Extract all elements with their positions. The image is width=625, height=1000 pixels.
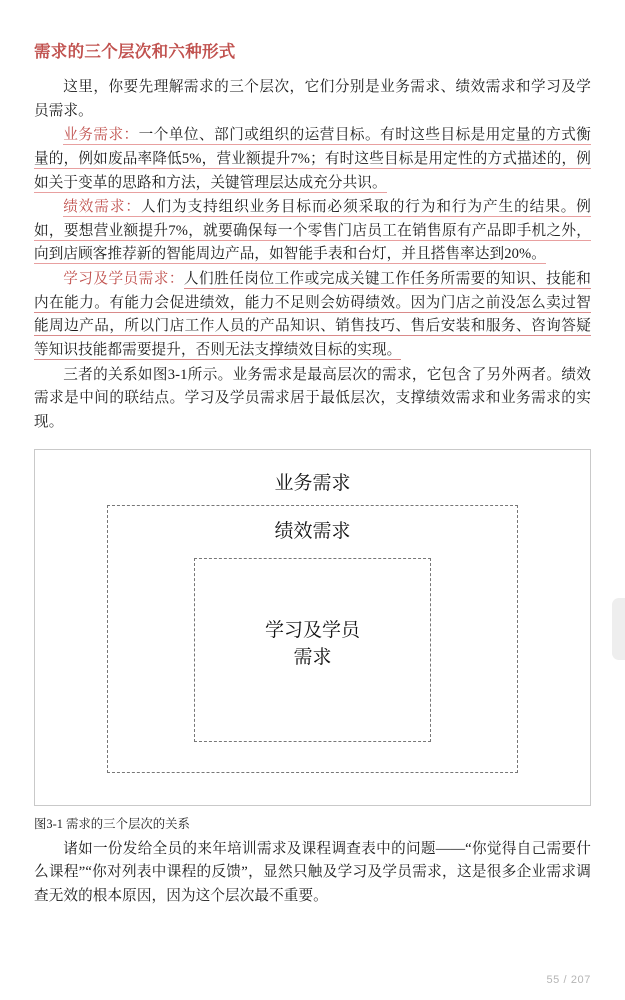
paragraph-performance-need (34, 196, 591, 267)
term-performance-need: 绩效需求： (63, 199, 141, 216)
figure-caption: 图3-1 需求的三个层次的关系 (34, 816, 190, 831)
business-need-text: 一个单位、部门或组织的运营目标。有时这些目标是用定量的方式衡量的，例如废品率降低5%，营业额提升7%；有时这些目标是用定性的方式描述的，例如关于变革的思路和方法，关键管理层达成充分共识。 (34, 127, 591, 191)
paragraph-closing (34, 838, 591, 909)
layer-learning-need-label (195, 617, 430, 672)
paragraph-intro (34, 76, 591, 123)
term-business-need: 业务需求： (63, 127, 139, 144)
page-title: 需求的三个层次和六种形式 (34, 43, 236, 61)
paragraph-learning-need (34, 268, 591, 363)
layer-learning-need-label-line1: 学习及学员 (264, 619, 360, 641)
page-edge-tab[interactable] (612, 598, 625, 660)
layer-performance-need-label: 绩效需求 (274, 520, 351, 542)
page-number: 55 / 207 (546, 974, 591, 986)
relation-text: 三者的关系如图3-1所示。业务需求是最高层次的需求，它包含了另外两者。绩效需求是中间的联结点。学习及学员需求居于最低层次，支撑绩效需求和业务需求的实现。 (34, 366, 591, 430)
layer-performance-need (107, 505, 518, 773)
performance-need-text: 人们为支持组织业务目标而必须采取的行为和行为产生的结果。例如，要想营业额提升7%，就要确保每一个零售门店员工在销售原有产品即手机之外，向到店顾客推荐新的智能周边产品，如智能手表和台灯，并且搭售率达到20%。 (34, 199, 591, 263)
term-learning-need: 学习及学员需求： (63, 271, 184, 288)
paragraph-relation (34, 364, 591, 435)
layer-business-need (35, 450, 590, 805)
paragraph-business-need (34, 124, 591, 195)
layer-learning-need (194, 558, 431, 742)
intro-text: 这里，你要先理解需求的三个层次，它们分别是业务需求、绩效需求和学习及学员需求。 (34, 79, 591, 119)
figure-three-levels (34, 449, 591, 806)
closing-text: 诸如一份发给全员的来年培训需求及课程调查表中的问题——“你觉得自己需要什么课程”“你对列表中课程的反馈”，显然只触及学习及学员需求，这是很多企业需求调查无效的根本原因，因为这个层次最不重要。 (34, 840, 591, 904)
learning-need-text: 人们胜任岗位工作或完成关键工作任务所需要的知识、技能和内在能力。有能力会促进绩效，能力不足则会妨碍绩效。因为门店之前没怎么卖过智能周边产品，所以门店工作人员的产品知识、销售技巧、售后安装和服务、咨询答疑等知识技能都需要提升，否则无法支撑绩效目标的实现。 (34, 271, 591, 359)
layer-learning-need-label-line2: 需求 (293, 647, 332, 669)
layer-business-need-label: 业务需求 (274, 472, 351, 494)
